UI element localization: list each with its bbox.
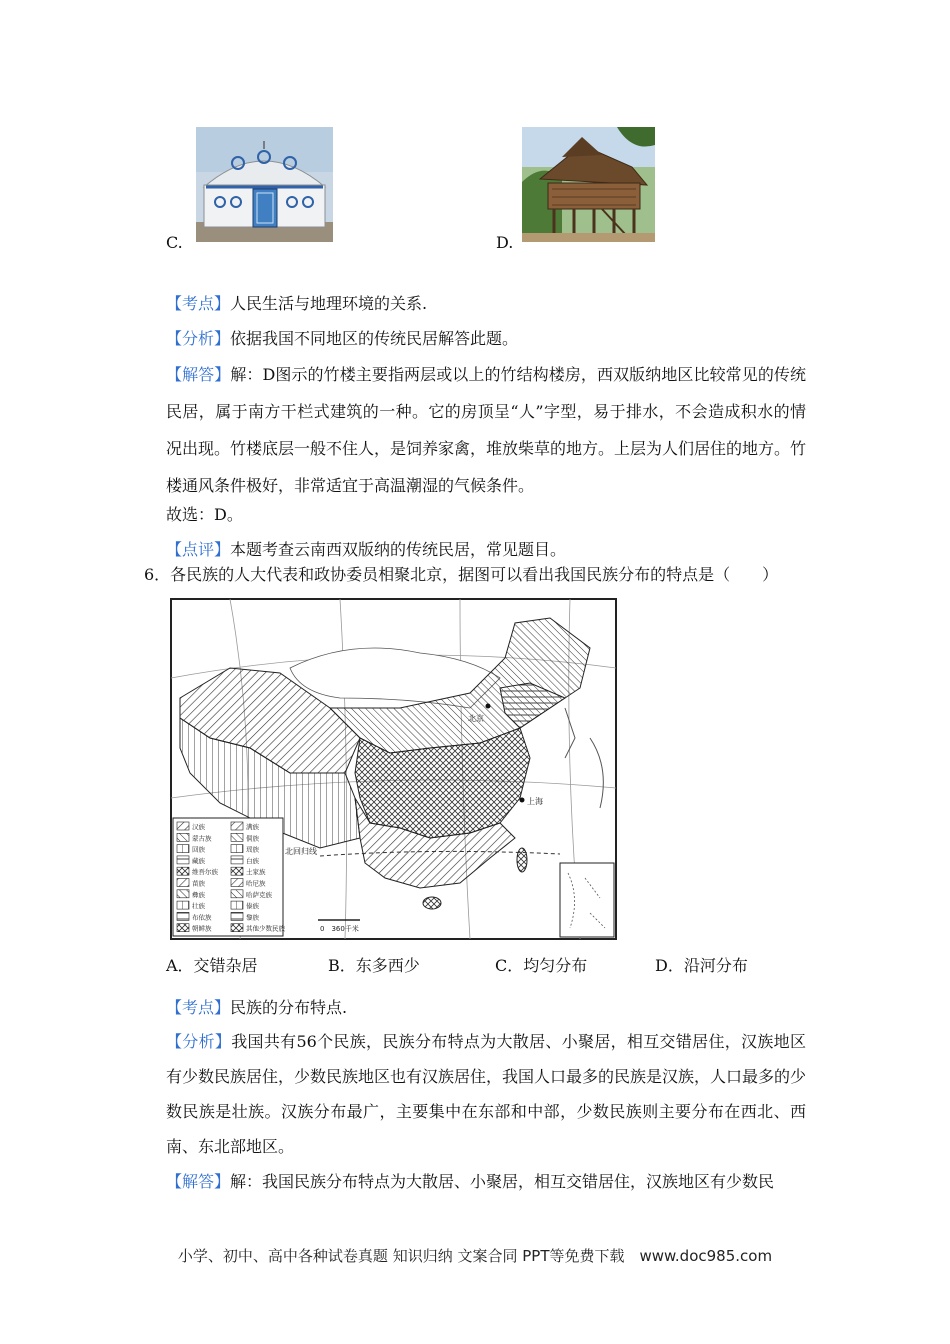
beijing-marker: [486, 704, 491, 709]
kaodian-text: 人民生活与地理环境的关系.: [230, 294, 428, 313]
legend-swatch: [177, 890, 189, 898]
legend-label: 维吾尔族: [192, 868, 218, 877]
q5-fenxi: [166, 321, 806, 357]
q6-option-d[interactable]: D．沿河分布: [655, 956, 748, 975]
scale-label: 0 360千米: [320, 925, 359, 933]
q6-stem: 6．各民族的人大代表和政协委员相聚北京，据图可以看出我国民族分布的特点是（ ）: [144, 565, 779, 584]
legend-swatch: [231, 822, 243, 830]
legend-swatch: [177, 856, 189, 864]
dianping-tag: 【点评】: [166, 540, 231, 559]
q6-option-b[interactable]: B．东多西少: [328, 956, 420, 975]
q6-option-a[interactable]: A．交错杂居: [166, 956, 258, 975]
jieda-text: 解：D图示的竹楼主要指两层或以上的竹结构楼房，西双版纳地区比较常见的传统民居，属于南方干栏式建筑的一种。它的房顶呈“人”字型，易于排水，不会造成积水的情况出现。竹楼底层一般不住人，是饲养家禽，堆放柴草的地方。上层为人们居住的地方。竹楼通风条件极好，非常适宜于高温潮湿的气候条件。: [166, 365, 807, 495]
legend-swatch: [177, 879, 189, 887]
legend-label: 土家族: [246, 868, 266, 877]
q5-kaodian: [166, 286, 806, 322]
fenxi-tag: 【分析】: [166, 1032, 232, 1051]
legend-label: 侗族: [246, 834, 259, 843]
q6-kaodian: [166, 990, 806, 1026]
q6-fenxi: [166, 1024, 806, 1164]
legend-swatch: [231, 912, 243, 920]
legend-label: 其他少数民族: [246, 924, 285, 933]
legend-swatch: [231, 879, 243, 887]
q5-jieda: [166, 356, 806, 504]
legend-label: 黎族: [246, 913, 259, 922]
legend-swatch: [177, 845, 189, 853]
shanghai-marker: [520, 798, 525, 803]
legend-swatch: [231, 867, 243, 875]
bamboo-house-photo: [522, 127, 655, 242]
legend-swatch: [177, 822, 189, 830]
legend-label: 白族: [246, 856, 259, 865]
legend-swatch: [231, 890, 243, 898]
legend-swatch: [177, 901, 189, 909]
dianping-text: 本题考查云南西双版纳的传统民居，常见题目。: [230, 540, 567, 559]
yurt-photo: [196, 127, 333, 242]
kaodian-tag: 【考点】: [166, 998, 231, 1017]
jieda-tag: 【解答】: [166, 1172, 231, 1191]
legend-label: 傣族: [246, 902, 259, 911]
kaodian-text: 民族的分布特点.: [230, 998, 348, 1017]
option-c-label: C.: [166, 233, 183, 252]
fenxi-text: 我国共有56个民族，民族分布特点为大散居、小聚居，相互交错居住，汉族地区有少数民族居住，少数民族地区也有汉族居住，我国人口最多的民族是汉族，人口最多的少数民族是壮族。汉族分布最广，主要集中在东部和中部，少数民族则主要分布在西北、西南、东北部地区。: [166, 1032, 807, 1156]
option-d-label: D.: [496, 233, 514, 252]
legend-label: 哈萨克族: [246, 890, 272, 899]
legend-label: 回族: [192, 845, 205, 854]
page-footer: 小学、初中、高中各种试卷真题 知识归纳 文案合同 PPT等免费下载 www.doc985.com: [177, 1247, 773, 1265]
legend-label: 哈尼族: [246, 879, 266, 888]
legend-label: 苗族: [192, 879, 205, 888]
legend-swatch: [231, 924, 243, 932]
fenxi-tag: 【分析】: [166, 329, 231, 348]
q6-option-c[interactable]: C．均匀分布: [495, 956, 588, 975]
legend-swatch: [231, 845, 243, 853]
legend-swatch: [231, 833, 243, 841]
legend-label: 朝鲜族: [192, 924, 212, 933]
tropic-label: 北回归线: [285, 847, 317, 856]
legend-label: 满族: [246, 823, 259, 831]
legend-label: 彝族: [192, 890, 205, 899]
jieda-tag: 【解答】: [166, 365, 231, 384]
beijing-label: 北京: [468, 714, 484, 723]
legend-label: 瑶族: [246, 845, 259, 854]
legend-swatch: [177, 867, 189, 875]
legend-label: 壮族: [192, 902, 205, 911]
legend-swatch: [231, 901, 243, 909]
legend-swatch: [231, 856, 243, 864]
fenxi-text: 依据我国不同地区的传统民居解答此题。: [230, 329, 519, 348]
q5-answer: 故选：D。: [166, 505, 243, 524]
jieda-text: 解：我国民族分布特点为大散居、小聚居，相互交错居住，汉族地区有少数民: [230, 1172, 775, 1191]
ethnic-distribution-map: [170, 598, 617, 940]
legend-swatch: [177, 912, 189, 920]
shanghai-label: 上海: [527, 797, 543, 806]
legend-label: 布依族: [192, 913, 212, 922]
legend-swatch: [177, 924, 189, 932]
q6-jieda: [166, 1164, 806, 1200]
legend-label: 藏族: [192, 856, 205, 865]
legend-swatch: [177, 833, 189, 841]
legend-label: 蒙古族: [192, 834, 212, 843]
kaodian-tag: 【考点】: [166, 294, 231, 313]
q5-dianping: [166, 532, 806, 568]
legend-label: 汉族: [192, 823, 205, 831]
